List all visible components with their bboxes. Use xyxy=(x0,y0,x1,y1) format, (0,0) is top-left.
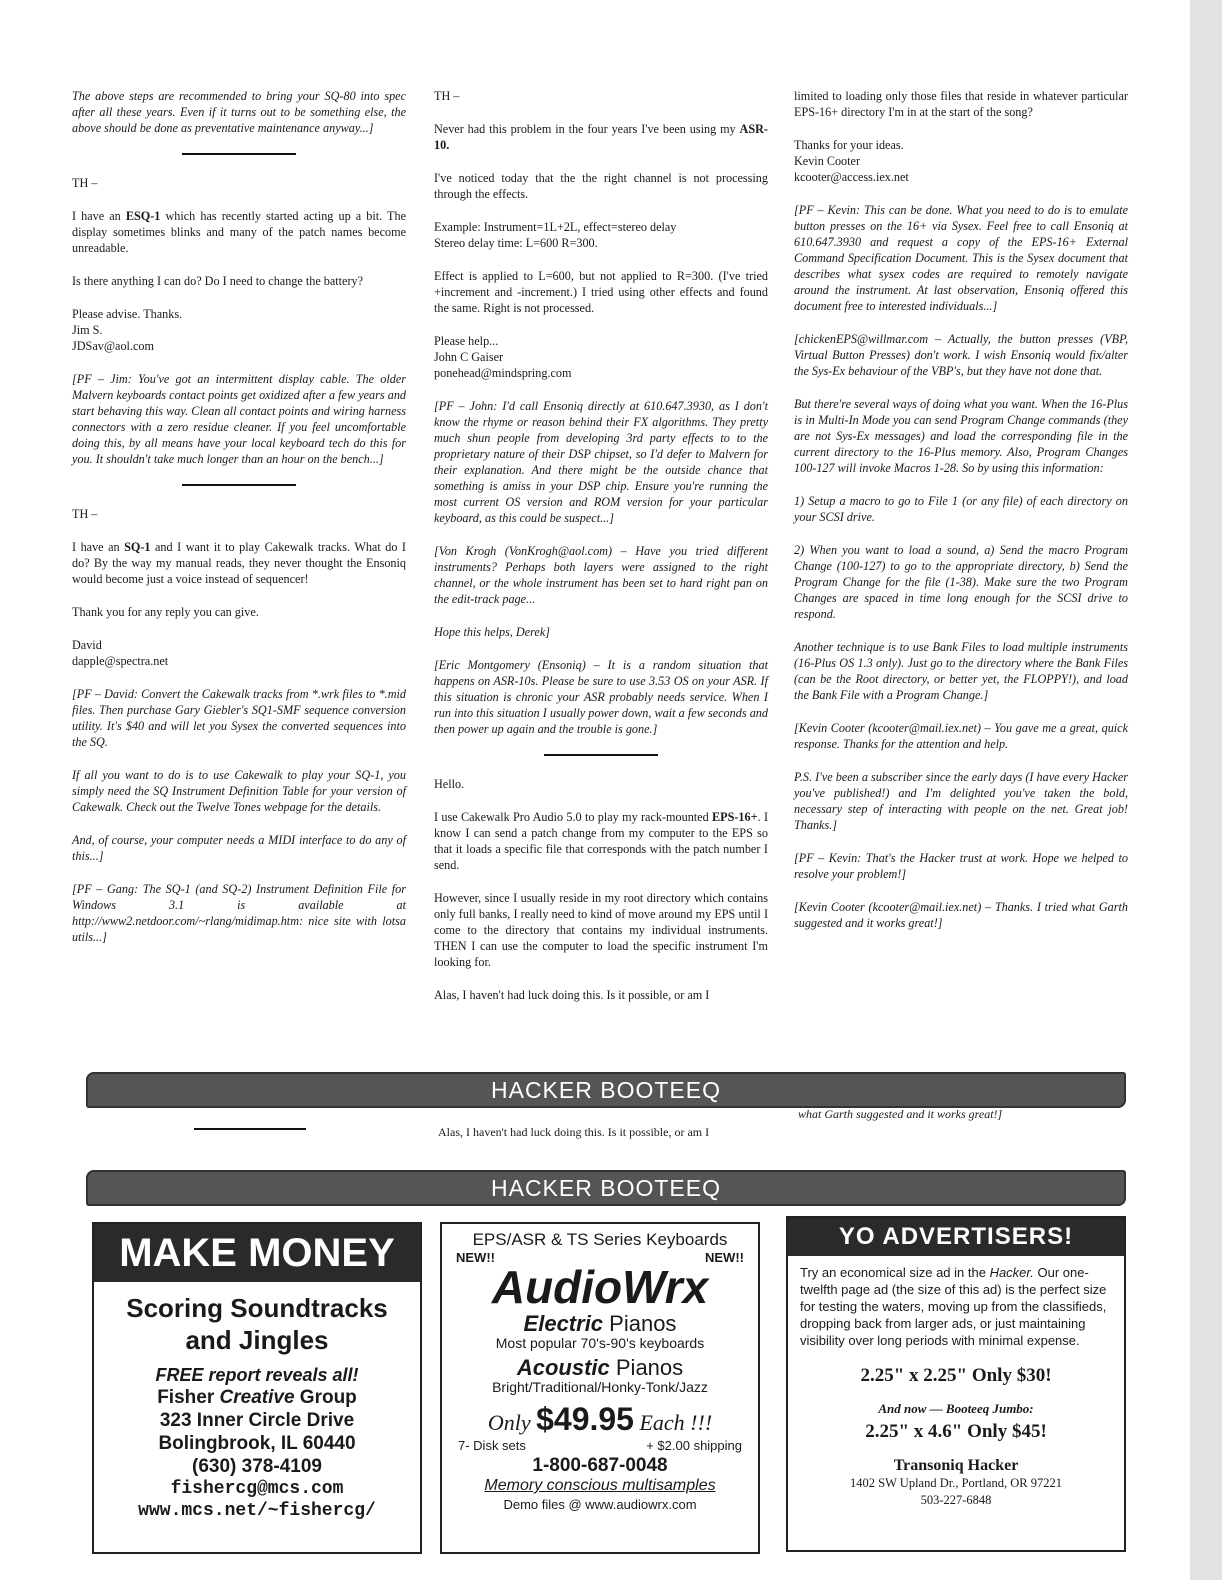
text: Stereo delay time: L=600 R=300. xyxy=(434,236,598,250)
paragraph: [Eric Montgomery (Ensoniq) – It is a random situation that happens on ASR-10s. Please be sure to use 3.53 OS on your ASR. If this situation is chronic your ASR probably needs service. When I run into this situation I usually power down, wait a few seconds and then power up again and the trouble is gone.] xyxy=(434,658,768,736)
web-address: www.mcs.net/~fishercg/ xyxy=(138,1501,376,1521)
paragraph: [PF – John: I'd call Ensoniq directly at 610.647.3930, as I don't know the rhyme or reason behind their FX algorithms. They pretty much shun people from developing 3rd party effects to to the proprietary nature of their DSP chipset, so I'd defer to Malvern for their explanation. And there might be the outside chance that something is amiss in your DSP chip. Ensure you're running the most current OS version and ROM version for your particular keyboard, as this could be suspect...] xyxy=(434,399,768,525)
paragraph: limited to loading only those files that reside in whatever particular EPS-16+ directory I'm in at the start of the song? xyxy=(794,89,1128,119)
text: I have an xyxy=(72,209,126,223)
text: Pianos xyxy=(603,1311,677,1336)
section-banner: HACKER BOOTEEQ xyxy=(86,1072,1126,1108)
price-line xyxy=(442,1401,758,1438)
paragraph: 1) Setup a macro to go to File 1 (or any file) of each directory on your SCSI drive. xyxy=(794,494,1128,524)
paragraph xyxy=(434,809,768,873)
ad-make-money xyxy=(92,1222,422,1554)
ad-line: and Jingles xyxy=(185,1325,329,1355)
text: Pianos xyxy=(609,1355,684,1380)
company-name xyxy=(94,1386,420,1409)
page-edge-shadow xyxy=(1190,0,1222,1580)
text: Please help... xyxy=(434,334,499,348)
paragraph xyxy=(72,208,406,256)
text: + $2.00 shipping xyxy=(646,1438,742,1453)
paragraph xyxy=(434,219,768,251)
author-name: David xyxy=(72,638,102,652)
paragraph: P.S. I've been a subscriber since the early days (I have every Hacker you've published!) and I'm delighted you've taken the bold, necessary step of interacting with people on the net. Great job! Thanks.] xyxy=(794,770,1128,832)
street-address: 323 Inner Circle Drive xyxy=(159,1410,355,1431)
ad-line: And now — Booteeq Jumbo: xyxy=(878,1401,1034,1416)
ad-headline: YO ADVERTISERS! xyxy=(788,1218,1124,1256)
paragraph: [PF – Jim: You've got an intermittent display cable. The older Malvern keyboards contact points get oxidized after a few years and start behaving this way. Clean all contact points and wiring harness connectors with a zero residue cleaner. If you feel uncomfortable doing this, by all means have your local keyboard tech do this for you. It shouldn't take much longer than an hour on the bench...] xyxy=(72,372,406,466)
paragraph: However, since I usually reside in my root directory which contains only full banks, I really need to kind of move around my EPS until I come to the directory that contains my individual instruments. THEN I can use the computer to load the specific instrument I'm looking for. xyxy=(434,891,768,969)
ad-offer: 2.25" x 4.6" Only $45! xyxy=(865,1421,1047,1442)
ad-line: Memory conscious multisamples xyxy=(484,1477,716,1494)
text: . I know I can send a patch change from my computer to the EPS so that it loads a specific file that corresponds with the patch number I send. xyxy=(434,810,768,872)
divider xyxy=(182,484,296,486)
ad-line: FREE report reveals all! xyxy=(155,1365,359,1385)
paragraph: Another technique is to use Bank Files to load multiple instruments (16-Plus OS 1.3 only). Just go to the directory where the Bank Files (can be the Root directory, or better yet, the FLOPPY!), and load the Bank File with a Program Change.] xyxy=(794,640,1128,702)
signature xyxy=(794,137,1128,185)
paragraph: And, of course, your computer needs a MIDI interface to do any of this...] xyxy=(72,833,406,863)
letter-salutation: TH – xyxy=(72,176,98,190)
ad-line: Most popular 70's-90's keyboards xyxy=(495,1335,705,1351)
text: Example: Instrument=1L+2L, effect=stereo delay xyxy=(434,220,677,234)
section-banner: HACKER BOOTEEQ xyxy=(86,1170,1126,1206)
column-right xyxy=(794,88,1128,948)
text: Only xyxy=(487,1410,537,1435)
ad-line xyxy=(442,1313,758,1335)
paragraph: Alas, I haven't had luck doing this. Is it possible, or am I xyxy=(434,988,710,1002)
ad-yo-advertisers xyxy=(786,1216,1126,1552)
paragraph: [Kevin Cooter (kcooter@mail.iex.net) – You gave me a great, quick response. Thanks for the attention and help. xyxy=(794,721,1128,751)
paragraph: [PF – Kevin: That's the Hacker trust at work. Hope we helped to resolve your problem!] xyxy=(794,851,1128,881)
ad-line: Scoring Soundtracks xyxy=(126,1293,388,1323)
text: Hacker. xyxy=(989,1265,1034,1280)
phone-number: (630) 378-4109 xyxy=(192,1456,322,1477)
text: Electric xyxy=(523,1311,604,1336)
paragraph xyxy=(72,539,406,587)
column-middle xyxy=(434,88,768,1020)
city-address: Bolingbrook, IL 60440 xyxy=(158,1433,356,1454)
text: which has recently started acting up a bit. The display sometimes blinks and many of the patch names become unreadable. xyxy=(72,209,406,255)
text: Please advise. Thanks. xyxy=(72,307,183,321)
paragraph: Is there anything I can do? Do I need to change the battery? xyxy=(72,274,364,288)
text-fragment: Alas, I haven't had luck doing this. Is it possible, or am I xyxy=(438,1125,710,1139)
price: $49.95 xyxy=(536,1401,634,1437)
ad-description xyxy=(788,1256,1124,1349)
paragraph: [Von Krogh (VonKrogh@aol.com) – Have you tried different instruments? Perhaps both layers were assigned to the right channel, or the whole instrument has been set to hard right pan on the edit-track page... xyxy=(434,544,768,606)
text: Group xyxy=(294,1387,357,1408)
paragraph: [chickenEPS@willmar.com – Actually, the button presses (VBP, Virtual Button Presses) don't work. I wish Ensoniq would fix/alter the Sys-Ex behaviour of the VBP's, but they have not done that. xyxy=(794,332,1128,378)
column-left xyxy=(72,88,406,962)
author-email: kcooter@access.iex.net xyxy=(794,170,909,184)
paragraph: [PF – David: Convert the Cakewalk tracks from *.wrk files to *.mid files. Then purchase Gary Giebler's SQ1-SMF sequence conversion utility. It's $40 and will let you Sysex the converted sequences into the SQ. xyxy=(72,687,406,749)
ad-audiowrx xyxy=(440,1222,760,1554)
paragraph: [PF – Gang: The SQ-1 (and SQ-2) Instrument Definition File for Windows 3.1 is available at http://www2.netdoor.com/~rlang/midimap.htm: nice site with lotsa utils...] xyxy=(72,882,406,944)
text: Try an economical size ad in the xyxy=(800,1265,990,1280)
divider xyxy=(194,1128,306,1130)
paragraph: I've noticed today that the the right channel is not processing through the effects. xyxy=(434,171,768,201)
paragraph xyxy=(434,121,768,153)
phone-number: 1-800-687-0048 xyxy=(532,1455,668,1476)
letter-salutation: Hello. xyxy=(434,777,465,791)
text: Thanks for your ideas. xyxy=(794,138,904,152)
signature xyxy=(72,306,406,354)
text: Fisher xyxy=(157,1387,220,1408)
paragraph: If all you want to do is to use Cakewalk to play your SQ-1, you simply need the SQ Instrument Definition Table for your version of Cakewalk. Check out the Twelve Tones webpage for the details. xyxy=(72,768,406,814)
author-email: JDSav@aol.com xyxy=(72,339,154,353)
author-name: Kevin Cooter xyxy=(794,154,861,168)
author-name: John C Gaiser xyxy=(434,350,504,364)
author-email: dapple@spectra.net xyxy=(72,654,169,668)
letter-salutation: TH – xyxy=(72,507,98,521)
text: Acoustic xyxy=(516,1355,610,1380)
signature xyxy=(434,333,768,381)
paragraph: Thank you for any reply you can give. xyxy=(72,605,259,619)
brand-logo: AudioWrx xyxy=(491,1261,709,1313)
paragraph: Effect is applied to L=600, but not applied to R=300. (I've tried +increment and -increment.) I tried using other effects and found the same. Right is not processed. xyxy=(434,269,768,315)
text: and I want it to play Cakewalk tracks. What do I do? By the way my manual reads, they never thought the Ensoniq would become just a voice instead of sequencer! xyxy=(72,540,406,586)
text: I use Cakewalk Pro Audio 5.0 to play my rack-mounted xyxy=(434,810,713,824)
text: I have an xyxy=(72,540,125,554)
new-badge: NEW!! xyxy=(456,1250,495,1265)
author-email: ponehead@mindspring.com xyxy=(434,366,572,380)
author-name: Jim S. xyxy=(72,323,103,337)
web-address: Demo files @ www.audiowrx.com xyxy=(503,1497,697,1512)
paragraph: The above steps are recommended to bring your SQ-80 into spec after all these years. Even if it turns out to be something else, the above should be done as preventative maintenance anyway...] xyxy=(72,89,406,135)
ad-line: EPS/ASR & TS Series Keyboards xyxy=(472,1230,728,1249)
product-name: ESQ-1 xyxy=(125,209,161,223)
text: 7- Disk sets xyxy=(458,1438,526,1453)
text-fragment: what Garth suggested and it works great!] xyxy=(798,1107,1003,1121)
text: Our one-twelfth page ad (the size of this ad) is the perfect size for testing the waters, moving up from the classifieds, dropping back from larger ads, or just maintaining visibility over long periods with minimal expense. xyxy=(800,1265,1107,1348)
text: Each !!! xyxy=(633,1410,713,1435)
divider xyxy=(544,754,658,756)
paragraph: But there're several ways of doing what you want. When the 16-Plus is in Multi-In Mode you can send Program Change commands (they are not Sys-Ex messages) and load the corresponding file in the current directory to the 16-Plus memory. Also, Program Changes 100-127 will invoke Macros 1-28. So by using this information: xyxy=(794,397,1128,475)
ad-body xyxy=(94,1292,420,1522)
ad-line xyxy=(442,1438,758,1453)
publisher-name: Transoniq Hacker xyxy=(893,1457,1019,1474)
signature xyxy=(72,637,406,669)
product-name: SQ-1 xyxy=(124,540,151,554)
text: Never had this problem in the four years I've been using my xyxy=(434,122,740,136)
street-address: 1402 SW Upland Dr., Portland, OR 97221 xyxy=(850,1476,1062,1490)
ad-line xyxy=(442,1357,758,1379)
letter-salutation: TH – xyxy=(434,89,460,103)
email-address: fishercg@mcs.com xyxy=(170,1479,344,1499)
text: Creative xyxy=(219,1387,295,1408)
ad-line: Bright/Traditional/Honky-Tonk/Jazz xyxy=(492,1379,708,1395)
ad-headline: MAKE MONEY xyxy=(94,1224,420,1282)
divider xyxy=(182,153,296,155)
new-badge: NEW!! xyxy=(705,1250,744,1265)
paragraph: Hope this helps, Derek] xyxy=(434,625,550,639)
ad-offer: 2.25" x 2.25" Only $30! xyxy=(860,1365,1052,1386)
product-name: EPS-16+ xyxy=(712,810,758,824)
product-name: ASR-10. xyxy=(434,122,768,152)
paragraph: 2) When you want to load a sound, a) Send the macro Program Change (100-127) to go to the appropriate directory, b) Send the Program Change for the file (1-38). Make sure the two Program Changes are spaced in time long enough for the SCSI drive to respond. xyxy=(794,543,1128,621)
phone-number: 503-227-6848 xyxy=(920,1493,992,1507)
paragraph: [PF – Kevin: This can be done. What you need to do is to emulate button presses on the 16+ via Sysex. Feel free to call Ensoniq at 610.647.3930 and request a copy of the EPS-16+ External Command Specification Document. This is the Sysex document that describes what sysex codes are required to remotely navigate around the instrument. At last observation, Ensoniq offered this document free to interested individuals...] xyxy=(794,203,1128,313)
paragraph: [Kevin Cooter (kcooter@mail.iex.net) – Thanks. I tried what Garth suggested and it works great!] xyxy=(794,900,1128,930)
